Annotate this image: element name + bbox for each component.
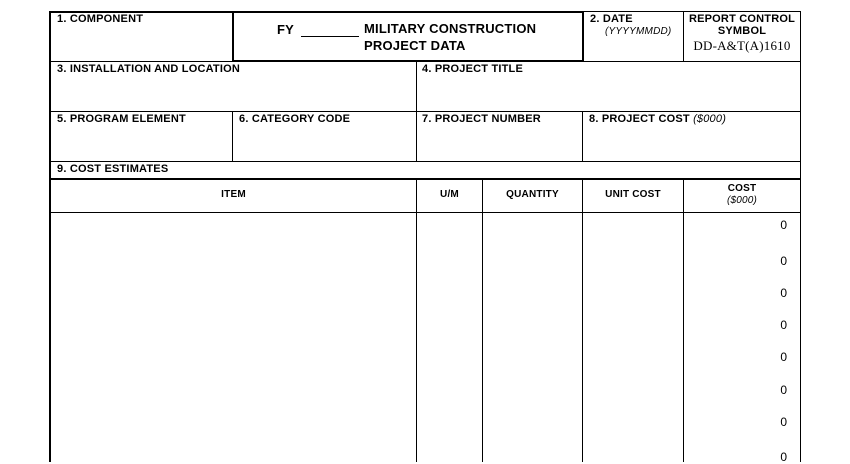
row3-bottom-border <box>49 161 801 162</box>
cost-value: 0 <box>780 415 787 429</box>
form-right-border <box>800 11 801 462</box>
project-number-label: 7. PROJECT NUMBER <box>422 113 541 125</box>
cost-value: 0 <box>780 450 787 464</box>
date-format-hint: (YYYYMMDD) <box>605 26 672 37</box>
report-control-symbol-line2: SYMBOL <box>717 25 767 37</box>
report-control-symbol-line1: REPORT CONTROL <box>688 13 796 25</box>
date-label: 2. DATE <box>590 13 633 25</box>
fy-label: FY <box>277 22 295 37</box>
milcon-project-data-form <box>49 11 801 462</box>
program-element-label: 5. PROGRAM ELEMENT <box>57 113 186 125</box>
col-header-cost: COST <box>727 183 757 194</box>
cost-value: 0 <box>780 218 787 232</box>
project-cost-label <box>589 113 726 125</box>
col-header-item: ITEM <box>221 189 246 200</box>
cost-value: 0 <box>780 254 787 268</box>
col-header-um: U/M <box>440 189 459 200</box>
installation-location-label: 3. INSTALLATION AND LOCATION <box>57 63 241 75</box>
title-box-left-border <box>232 11 234 62</box>
project-title-label: 4. PROJECT TITLE <box>422 63 523 75</box>
um-column-cells[interactable] <box>417 213 482 462</box>
col-header-cost-unit: ($000) <box>726 195 758 206</box>
form-title-line2: PROJECT DATA <box>364 38 466 53</box>
cost-value: 0 <box>780 350 787 364</box>
cost-value: 0 <box>780 318 787 332</box>
fy-blank-line[interactable] <box>301 36 359 37</box>
unitcost-cost-divider <box>683 178 684 462</box>
form-title-line1: MILITARY CONSTRUCTION <box>364 21 537 36</box>
unit-cost-column-cells[interactable] <box>583 213 683 462</box>
section9-top-border <box>49 178 801 180</box>
quantity-column-cells[interactable] <box>483 213 582 462</box>
report-control-symbol-code: DD-A&T(A)1610 <box>693 38 791 53</box>
col-header-unit-cost: UNIT COST <box>605 189 661 200</box>
cost-estimates-label: 9. COST ESTIMATES <box>57 163 169 175</box>
project-cost-label-text: 8. PROJECT COST <box>589 113 690 125</box>
item-column-cells[interactable] <box>51 213 416 462</box>
cost-value: 0 <box>780 286 787 300</box>
cost-value: 0 <box>780 383 787 397</box>
project-cost-unit: ($000) <box>693 113 727 125</box>
col-header-quantity: QUANTITY <box>506 189 559 200</box>
rcs-top-border <box>582 11 801 12</box>
component-label: 1. COMPONENT <box>57 13 144 25</box>
category-code-label: 6. CATEGORY CODE <box>239 113 351 125</box>
